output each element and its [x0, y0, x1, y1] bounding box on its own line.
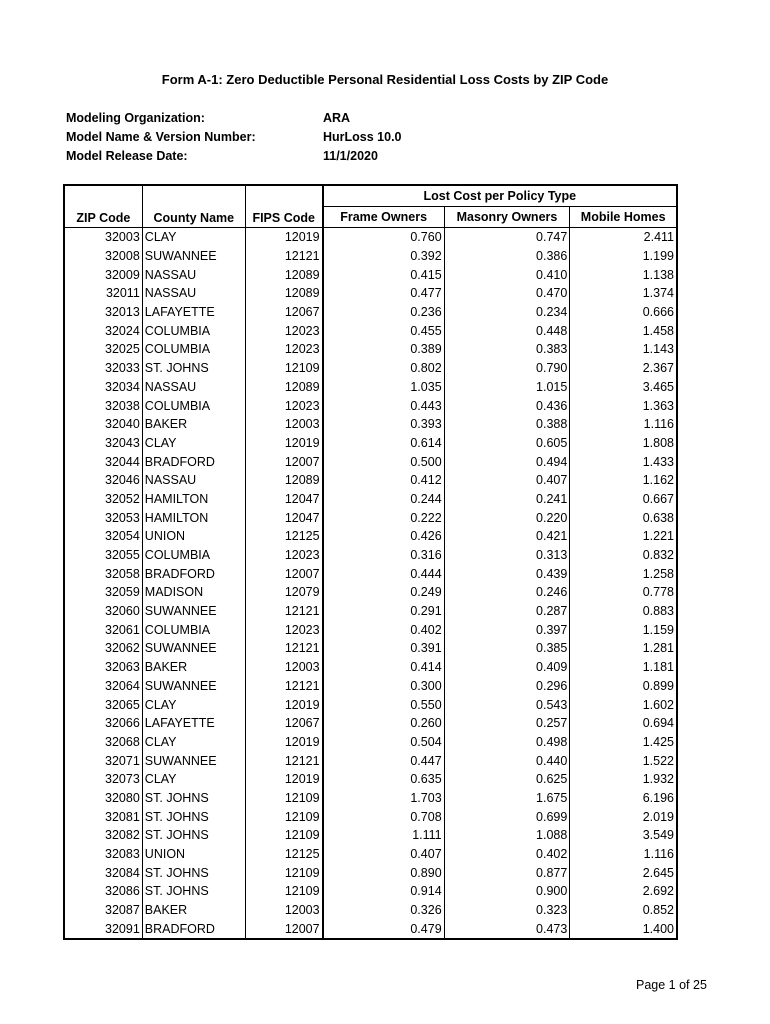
frame-owners-cell: 0.402 — [323, 620, 445, 639]
mobile-homes-cell: 1.400 — [570, 919, 677, 939]
fips-code-cell: 12019 — [245, 770, 322, 789]
mobile-homes-cell: 1.932 — [570, 770, 677, 789]
fips-code-cell: 12067 — [245, 303, 322, 322]
fips-code-cell: 12089 — [245, 265, 322, 284]
table-row — [64, 527, 677, 546]
frame-owners-cell: 0.455 — [323, 321, 445, 340]
masonry-owners-cell: 0.470 — [444, 284, 570, 303]
county-name-cell: NASSAU — [142, 378, 245, 397]
fips-code-cell: 12121 — [245, 677, 322, 696]
zip-code-cell: 32025 — [64, 340, 142, 359]
header-county-name: County Name — [142, 185, 245, 228]
zip-code-cell: 32059 — [64, 583, 142, 602]
fips-code-cell: 12089 — [245, 284, 322, 303]
table-row — [64, 751, 677, 770]
mobile-homes-cell: 1.138 — [570, 265, 677, 284]
zip-code-cell: 32084 — [64, 863, 142, 882]
masonry-owners-cell: 0.402 — [444, 845, 570, 864]
mobile-homes-cell: 1.433 — [570, 452, 677, 471]
zip-code-cell: 32055 — [64, 546, 142, 565]
masonry-owners-cell: 0.388 — [444, 415, 570, 434]
table-body — [64, 228, 677, 940]
table-row — [64, 602, 677, 621]
fips-code-cell: 12109 — [245, 882, 322, 901]
zip-code-cell: 32073 — [64, 770, 142, 789]
county-name-cell: ST. JOHNS — [142, 789, 245, 808]
masonry-owners-cell: 0.699 — [444, 807, 570, 826]
fips-code-cell: 12023 — [245, 396, 322, 415]
zip-code-cell: 32044 — [64, 452, 142, 471]
table-row — [64, 490, 677, 509]
county-name-cell: MADISON — [142, 583, 245, 602]
mobile-homes-cell: 2.692 — [570, 882, 677, 901]
masonry-owners-cell: 0.494 — [444, 452, 570, 471]
fips-code-cell: 12019 — [245, 228, 322, 247]
frame-owners-cell: 0.550 — [323, 695, 445, 714]
county-name-cell: COLUMBIA — [142, 321, 245, 340]
zip-code-cell: 32066 — [64, 714, 142, 733]
fips-code-cell: 12019 — [245, 434, 322, 453]
county-name-cell: COLUMBIA — [142, 620, 245, 639]
county-name-cell: BAKER — [142, 415, 245, 434]
masonry-owners-cell: 0.498 — [444, 733, 570, 752]
frame-owners-cell: 0.614 — [323, 434, 445, 453]
zip-code-cell: 32064 — [64, 677, 142, 696]
fips-code-cell: 12003 — [245, 415, 322, 434]
frame-owners-cell: 0.504 — [323, 733, 445, 752]
county-name-cell: LAFAYETTE — [142, 714, 245, 733]
masonry-owners-cell: 0.900 — [444, 882, 570, 901]
table-row — [64, 882, 677, 901]
table-row — [64, 508, 677, 527]
masonry-owners-cell: 0.407 — [444, 471, 570, 490]
mobile-homes-cell: 1.159 — [570, 620, 677, 639]
county-name-cell: UNION — [142, 527, 245, 546]
frame-owners-cell: 0.802 — [323, 359, 445, 378]
mobile-homes-cell: 0.852 — [570, 901, 677, 920]
masonry-owners-cell: 0.877 — [444, 863, 570, 882]
masonry-owners-cell: 1.088 — [444, 826, 570, 845]
frame-owners-cell: 0.407 — [323, 845, 445, 864]
table-row — [64, 863, 677, 882]
frame-owners-cell: 0.479 — [323, 919, 445, 939]
masonry-owners-cell: 0.234 — [444, 303, 570, 322]
fips-code-cell: 12079 — [245, 583, 322, 602]
mobile-homes-cell: 2.411 — [570, 228, 677, 247]
frame-owners-cell: 0.914 — [323, 882, 445, 901]
mobile-homes-cell: 1.116 — [570, 415, 677, 434]
frame-owners-cell: 0.412 — [323, 471, 445, 490]
fips-code-cell: 12019 — [245, 733, 322, 752]
mobile-homes-cell: 0.638 — [570, 508, 677, 527]
county-name-cell: HAMILTON — [142, 508, 245, 527]
county-name-cell: CLAY — [142, 770, 245, 789]
county-name-cell: CLAY — [142, 434, 245, 453]
county-name-cell: BAKER — [142, 658, 245, 677]
table-row — [64, 546, 677, 565]
frame-owners-cell: 0.500 — [323, 452, 445, 471]
table-row — [64, 340, 677, 359]
zip-code-cell: 32062 — [64, 639, 142, 658]
masonry-owners-cell: 0.436 — [444, 396, 570, 415]
zip-code-cell: 32043 — [64, 434, 142, 453]
fips-code-cell: 12047 — [245, 508, 322, 527]
mobile-homes-cell: 1.258 — [570, 564, 677, 583]
table-row — [64, 620, 677, 639]
frame-owners-cell: 0.249 — [323, 583, 445, 602]
masonry-owners-cell: 0.386 — [444, 247, 570, 266]
masonry-owners-cell: 0.448 — [444, 321, 570, 340]
county-name-cell: SUWANNEE — [142, 247, 245, 266]
fips-code-cell: 12121 — [245, 602, 322, 621]
masonry-owners-cell: 0.440 — [444, 751, 570, 770]
zip-code-cell: 32071 — [64, 751, 142, 770]
fips-code-cell: 12003 — [245, 658, 322, 677]
frame-owners-cell: 0.392 — [323, 247, 445, 266]
table-row — [64, 714, 677, 733]
table-row — [64, 807, 677, 826]
masonry-owners-cell: 1.015 — [444, 378, 570, 397]
masonry-owners-cell: 0.605 — [444, 434, 570, 453]
table-row — [64, 564, 677, 583]
frame-owners-cell: 0.708 — [323, 807, 445, 826]
meta-value: ARA — [323, 111, 351, 125]
table-row — [64, 695, 677, 714]
header-mobile-homes: Mobile Homes — [570, 207, 677, 228]
county-name-cell: SUWANNEE — [142, 751, 245, 770]
masonry-owners-cell: 0.625 — [444, 770, 570, 789]
frame-owners-cell: 0.444 — [323, 564, 445, 583]
masonry-owners-cell: 0.397 — [444, 620, 570, 639]
county-name-cell: SUWANNEE — [142, 639, 245, 658]
table-row — [64, 826, 677, 845]
masonry-owners-cell: 0.313 — [444, 546, 570, 565]
masonry-owners-cell: 0.790 — [444, 359, 570, 378]
masonry-owners-cell: 0.287 — [444, 602, 570, 621]
masonry-owners-cell: 0.257 — [444, 714, 570, 733]
frame-owners-cell: 0.300 — [323, 677, 445, 696]
header-fips-code: FIPS Code — [245, 185, 322, 228]
fips-code-cell: 12121 — [245, 247, 322, 266]
frame-owners-cell: 0.316 — [323, 546, 445, 565]
table-row — [64, 583, 677, 602]
zip-code-cell: 32008 — [64, 247, 142, 266]
table-row — [64, 733, 677, 752]
zip-code-cell: 32083 — [64, 845, 142, 864]
frame-owners-cell: 0.244 — [323, 490, 445, 509]
mobile-homes-cell: 0.667 — [570, 490, 677, 509]
mobile-homes-cell: 0.666 — [570, 303, 677, 322]
table-row — [64, 901, 677, 920]
county-name-cell: BRADFORD — [142, 564, 245, 583]
mobile-homes-cell: 3.465 — [570, 378, 677, 397]
frame-owners-cell: 0.635 — [323, 770, 445, 789]
zip-code-cell: 32033 — [64, 359, 142, 378]
county-name-cell: CLAY — [142, 733, 245, 752]
zip-code-cell: 32052 — [64, 490, 142, 509]
county-name-cell: ST. JOHNS — [142, 359, 245, 378]
table-row — [64, 658, 677, 677]
table-row — [64, 415, 677, 434]
county-name-cell: SUWANNEE — [142, 602, 245, 621]
table-row — [64, 303, 677, 322]
mobile-homes-cell: 1.374 — [570, 284, 677, 303]
table-row — [64, 321, 677, 340]
mobile-homes-cell: 0.694 — [570, 714, 677, 733]
frame-owners-cell: 0.391 — [323, 639, 445, 658]
zip-code-cell: 32058 — [64, 564, 142, 583]
county-name-cell: BAKER — [142, 901, 245, 920]
fips-code-cell: 12125 — [245, 527, 322, 546]
table-row — [64, 284, 677, 303]
zip-code-cell: 32003 — [64, 228, 142, 247]
fips-code-cell: 12007 — [245, 919, 322, 939]
fips-code-cell: 12067 — [245, 714, 322, 733]
frame-owners-cell: 0.415 — [323, 265, 445, 284]
frame-owners-cell: 1.111 — [323, 826, 445, 845]
frame-owners-cell: 0.447 — [323, 751, 445, 770]
fips-code-cell: 12109 — [245, 826, 322, 845]
county-name-cell: SUWANNEE — [142, 677, 245, 696]
mobile-homes-cell: 0.883 — [570, 602, 677, 621]
county-name-cell: NASSAU — [142, 471, 245, 490]
masonry-owners-cell: 1.675 — [444, 789, 570, 808]
county-name-cell: CLAY — [142, 695, 245, 714]
frame-owners-cell: 1.703 — [323, 789, 445, 808]
frame-owners-cell: 0.443 — [323, 396, 445, 415]
frame-owners-cell: 0.393 — [323, 415, 445, 434]
mobile-homes-cell: 1.116 — [570, 845, 677, 864]
header-masonry-owners: Masonry Owners — [444, 207, 570, 228]
mobile-homes-cell: 1.808 — [570, 434, 677, 453]
fips-code-cell: 12023 — [245, 620, 322, 639]
mobile-homes-cell: 1.522 — [570, 751, 677, 770]
fips-code-cell: 12003 — [245, 901, 322, 920]
fips-code-cell: 12023 — [245, 546, 322, 565]
fips-code-cell: 12089 — [245, 378, 322, 397]
fips-code-cell: 12125 — [245, 845, 322, 864]
zip-code-cell: 32091 — [64, 919, 142, 939]
zip-code-cell: 32011 — [64, 284, 142, 303]
table-row — [64, 471, 677, 490]
mobile-homes-cell: 6.196 — [570, 789, 677, 808]
frame-owners-cell: 0.760 — [323, 228, 445, 247]
county-name-cell: UNION — [142, 845, 245, 864]
table-row — [64, 770, 677, 789]
mobile-homes-cell: 1.143 — [570, 340, 677, 359]
header-zip-code: ZIP Code — [64, 185, 142, 228]
mobile-homes-cell: 0.832 — [570, 546, 677, 565]
masonry-owners-cell: 0.473 — [444, 919, 570, 939]
mobile-homes-cell: 1.425 — [570, 733, 677, 752]
zip-code-cell: 32040 — [64, 415, 142, 434]
table-row — [64, 228, 677, 247]
mobile-homes-cell: 1.199 — [570, 247, 677, 266]
mobile-homes-cell: 2.367 — [570, 359, 677, 378]
fips-code-cell: 12023 — [245, 340, 322, 359]
masonry-owners-cell: 0.220 — [444, 508, 570, 527]
county-name-cell: NASSAU — [142, 265, 245, 284]
zip-code-cell: 32013 — [64, 303, 142, 322]
fips-code-cell: 12019 — [245, 695, 322, 714]
frame-owners-cell: 0.326 — [323, 901, 445, 920]
mobile-homes-cell: 3.549 — [570, 826, 677, 845]
mobile-homes-cell: 1.181 — [570, 658, 677, 677]
fips-code-cell: 12109 — [245, 359, 322, 378]
meta-label: Model Name & Version Number: — [66, 130, 256, 144]
table-row — [64, 396, 677, 415]
table-row — [64, 247, 677, 266]
frame-owners-cell: 0.426 — [323, 527, 445, 546]
table-header-row — [64, 185, 677, 207]
county-name-cell: ST. JOHNS — [142, 863, 245, 882]
fips-code-cell: 12007 — [245, 564, 322, 583]
county-name-cell: BRADFORD — [142, 919, 245, 939]
table-row — [64, 845, 677, 864]
masonry-owners-cell: 0.385 — [444, 639, 570, 658]
header-frame-owners: Frame Owners — [323, 207, 445, 228]
zip-code-cell: 32068 — [64, 733, 142, 752]
table-row — [64, 919, 677, 939]
masonry-owners-cell: 0.421 — [444, 527, 570, 546]
masonry-owners-cell: 0.323 — [444, 901, 570, 920]
zip-code-cell: 32061 — [64, 620, 142, 639]
zip-code-cell: 32024 — [64, 321, 142, 340]
fips-code-cell: 12023 — [245, 321, 322, 340]
zip-code-cell: 32086 — [64, 882, 142, 901]
fips-code-cell: 12109 — [245, 807, 322, 826]
frame-owners-cell: 1.035 — [323, 378, 445, 397]
county-name-cell: COLUMBIA — [142, 396, 245, 415]
zip-code-cell: 32087 — [64, 901, 142, 920]
masonry-owners-cell: 0.410 — [444, 265, 570, 284]
zip-code-cell: 32080 — [64, 789, 142, 808]
page-number: Page 1 of 25 — [636, 978, 707, 992]
masonry-owners-cell: 0.241 — [444, 490, 570, 509]
masonry-owners-cell: 0.747 — [444, 228, 570, 247]
zip-code-cell: 32053 — [64, 508, 142, 527]
table-row — [64, 378, 677, 397]
county-name-cell: ST. JOHNS — [142, 826, 245, 845]
mobile-homes-cell: 2.645 — [570, 863, 677, 882]
county-name-cell: CLAY — [142, 228, 245, 247]
table-row — [64, 677, 677, 696]
page-title: Form A-1: Zero Deductible Personal Residential Loss Costs by ZIP Code — [161, 72, 609, 87]
frame-owners-cell: 0.477 — [323, 284, 445, 303]
mobile-homes-cell: 1.221 — [570, 527, 677, 546]
meta-label: Model Release Date: — [66, 149, 188, 163]
fips-code-cell: 12109 — [245, 863, 322, 882]
county-name-cell: NASSAU — [142, 284, 245, 303]
mobile-homes-cell: 1.281 — [570, 639, 677, 658]
zip-code-cell: 32060 — [64, 602, 142, 621]
zip-code-cell: 32034 — [64, 378, 142, 397]
masonry-owners-cell: 0.543 — [444, 695, 570, 714]
county-name-cell: ST. JOHNS — [142, 807, 245, 826]
zip-code-cell: 32081 — [64, 807, 142, 826]
fips-code-cell: 12047 — [245, 490, 322, 509]
zip-code-cell: 32065 — [64, 695, 142, 714]
zip-code-cell: 32038 — [64, 396, 142, 415]
fips-code-cell: 12121 — [245, 639, 322, 658]
county-name-cell: BRADFORD — [142, 452, 245, 471]
frame-owners-cell: 0.389 — [323, 340, 445, 359]
table-row — [64, 452, 677, 471]
county-name-cell: LAFAYETTE — [142, 303, 245, 322]
meta-value: 11/1/2020 — [323, 149, 378, 163]
table-row — [64, 359, 677, 378]
loss-cost-table — [63, 184, 678, 940]
county-name-cell: ST. JOHNS — [142, 882, 245, 901]
frame-owners-cell: 0.291 — [323, 602, 445, 621]
masonry-owners-cell: 0.383 — [444, 340, 570, 359]
meta-value: HurLoss 10.0 — [323, 130, 402, 144]
fips-code-cell: 12007 — [245, 452, 322, 471]
zip-code-cell: 32082 — [64, 826, 142, 845]
masonry-owners-cell: 0.439 — [444, 564, 570, 583]
meta-label: Modeling Organization: — [66, 111, 205, 125]
county-name-cell: COLUMBIA — [142, 340, 245, 359]
mobile-homes-cell: 1.458 — [570, 321, 677, 340]
frame-owners-cell: 0.260 — [323, 714, 445, 733]
zip-code-cell: 32054 — [64, 527, 142, 546]
county-name-cell: COLUMBIA — [142, 546, 245, 565]
table-row — [64, 789, 677, 808]
masonry-owners-cell: 0.296 — [444, 677, 570, 696]
mobile-homes-cell: 1.363 — [570, 396, 677, 415]
fips-code-cell: 12109 — [245, 789, 322, 808]
masonry-owners-cell: 0.409 — [444, 658, 570, 677]
county-name-cell: HAMILTON — [142, 490, 245, 509]
fips-code-cell: 12121 — [245, 751, 322, 770]
frame-owners-cell: 0.890 — [323, 863, 445, 882]
zip-code-cell: 32046 — [64, 471, 142, 490]
mobile-homes-cell: 2.019 — [570, 807, 677, 826]
mobile-homes-cell: 0.899 — [570, 677, 677, 696]
mobile-homes-cell: 0.778 — [570, 583, 677, 602]
header-loss-cost-group: Lost Cost per Policy Type — [323, 185, 677, 207]
mobile-homes-cell: 1.162 — [570, 471, 677, 490]
table-row — [64, 639, 677, 658]
zip-code-cell: 32063 — [64, 658, 142, 677]
table-row — [64, 265, 677, 284]
masonry-owners-cell: 0.246 — [444, 583, 570, 602]
mobile-homes-cell: 1.602 — [570, 695, 677, 714]
frame-owners-cell: 0.236 — [323, 303, 445, 322]
fips-code-cell: 12089 — [245, 471, 322, 490]
frame-owners-cell: 0.414 — [323, 658, 445, 677]
zip-code-cell: 32009 — [64, 265, 142, 284]
frame-owners-cell: 0.222 — [323, 508, 445, 527]
table-row — [64, 434, 677, 453]
